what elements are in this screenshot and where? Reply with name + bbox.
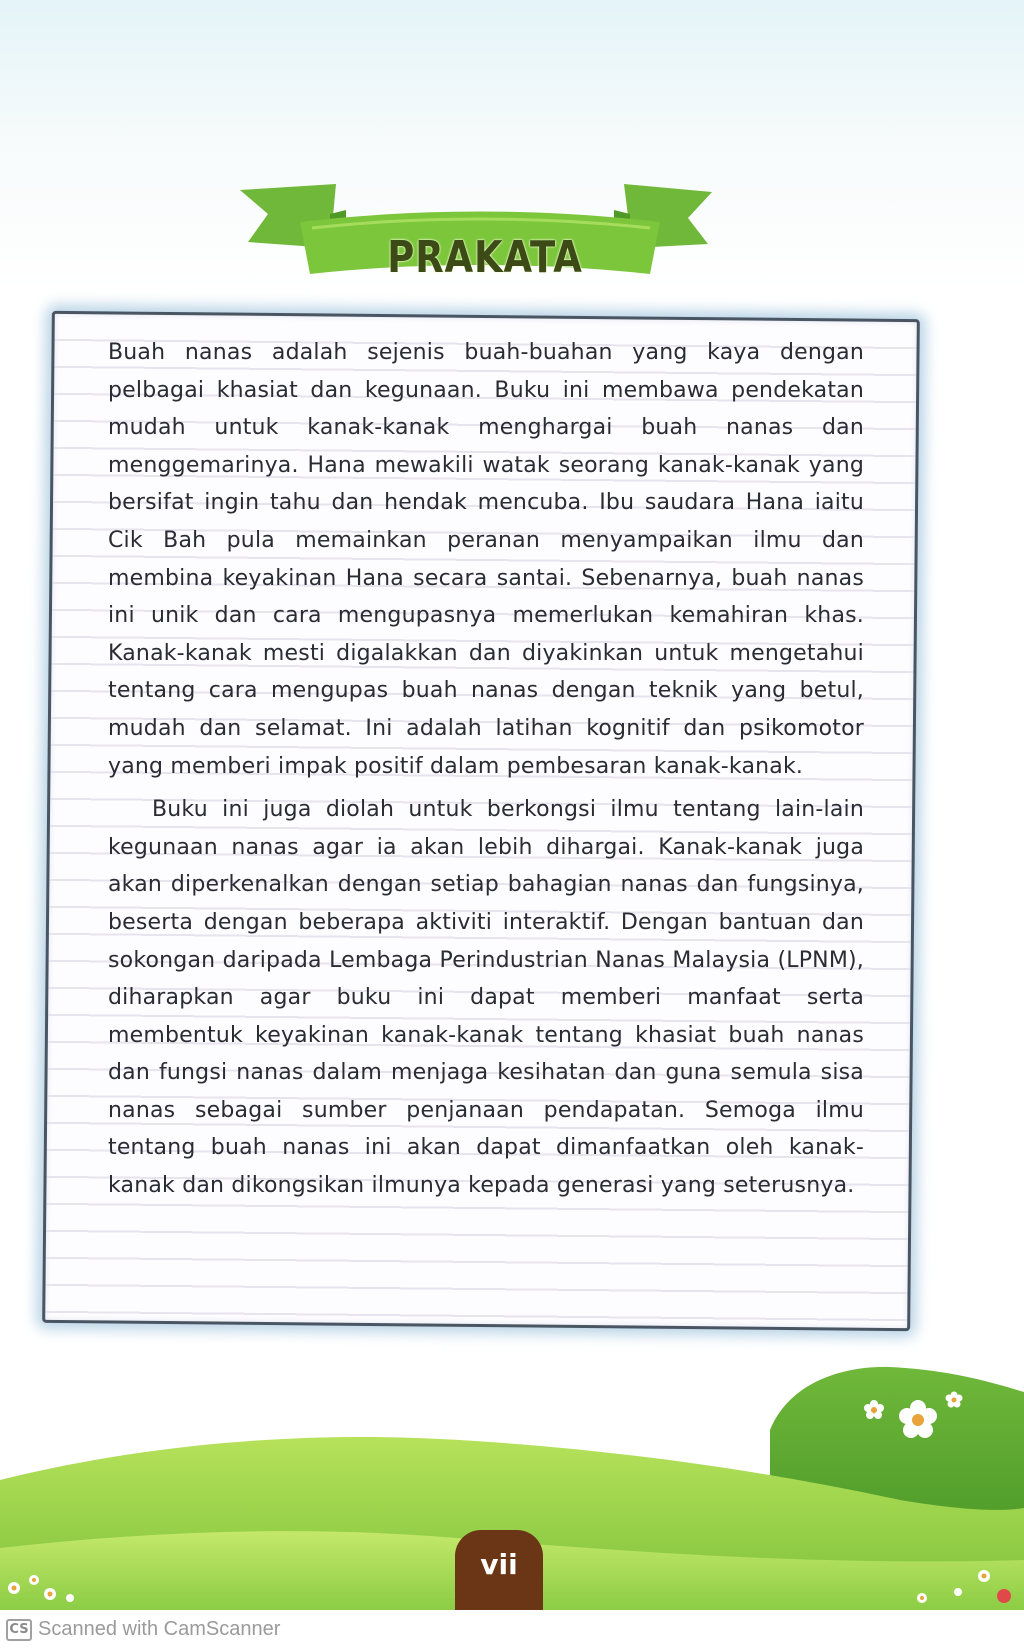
camscanner-logo-icon: CS xyxy=(6,1619,32,1641)
scanner-footer xyxy=(0,1610,1024,1649)
preface-body xyxy=(108,334,864,1205)
camscanner-watermark: Scanned with CamScanner xyxy=(38,1618,281,1640)
paragraph-1: Buah nanas adalah sejenis buah-buahan yang kaya dengan pelbagai khasiat dan kegunaan. Buku ini membawa pendekatan mudah untuk kanak-kanak menghargai buah nanas dan menggemarinya. Hana mewakili watak seorang kanak-kanak yang bersifat ingin tahu dan hendak mencuba. Ibu saudara Hana iaitu Cik Bah pula memainkan peranan menyampaikan ilmu dan membina keyakinan Hana secara santai. Sebenarnya, buah nanas ini unik dan cara mengupasnya memerlukan kemahiran khas. Kanak-kanak mesti digalakkan dan diyakinkan untuk mengetahui tentang cara mengupas buah nanas dengan teknik yang betul, mudah dan selamat. Ini adalah latihan kognitif dan psikomotor yang memberi impak positif dalam pembesaran kanak-kanak. xyxy=(108,340,864,779)
paragraph-2: Buku ini juga diolah untuk berkongsi ilmu tentang lain-lain kegunaan nanas agar ia akan lebih dihargai. Kanak-kanak juga akan diperkenalkan dengan setiap bahagian nanas dan fungsinya, beserta dengan beberapa aktiviti interaktif. Dengan bantuan dan sokongan daripada Lembaga Perindustrian Nanas Malaysia (LPNM), diharapkan agar buku ini dapat memberi manfaat serta membentuk keyakinan kanak-kanak tentang khasiat buah nanas dan fungsi nanas dalam menjaga kesihatan dan guna semula sisa nanas sebagai sumber penjanaan pendapatan. Semoga ilmu tentang buah nanas ini akan dapat dimanfaatkan oleh kanak-kanak dan dikongsikan ilmunya kepada generasi yang seterusnya. xyxy=(108,797,864,1199)
page-title: PRAKATA xyxy=(387,232,583,283)
page-number: vii xyxy=(480,1548,518,1581)
